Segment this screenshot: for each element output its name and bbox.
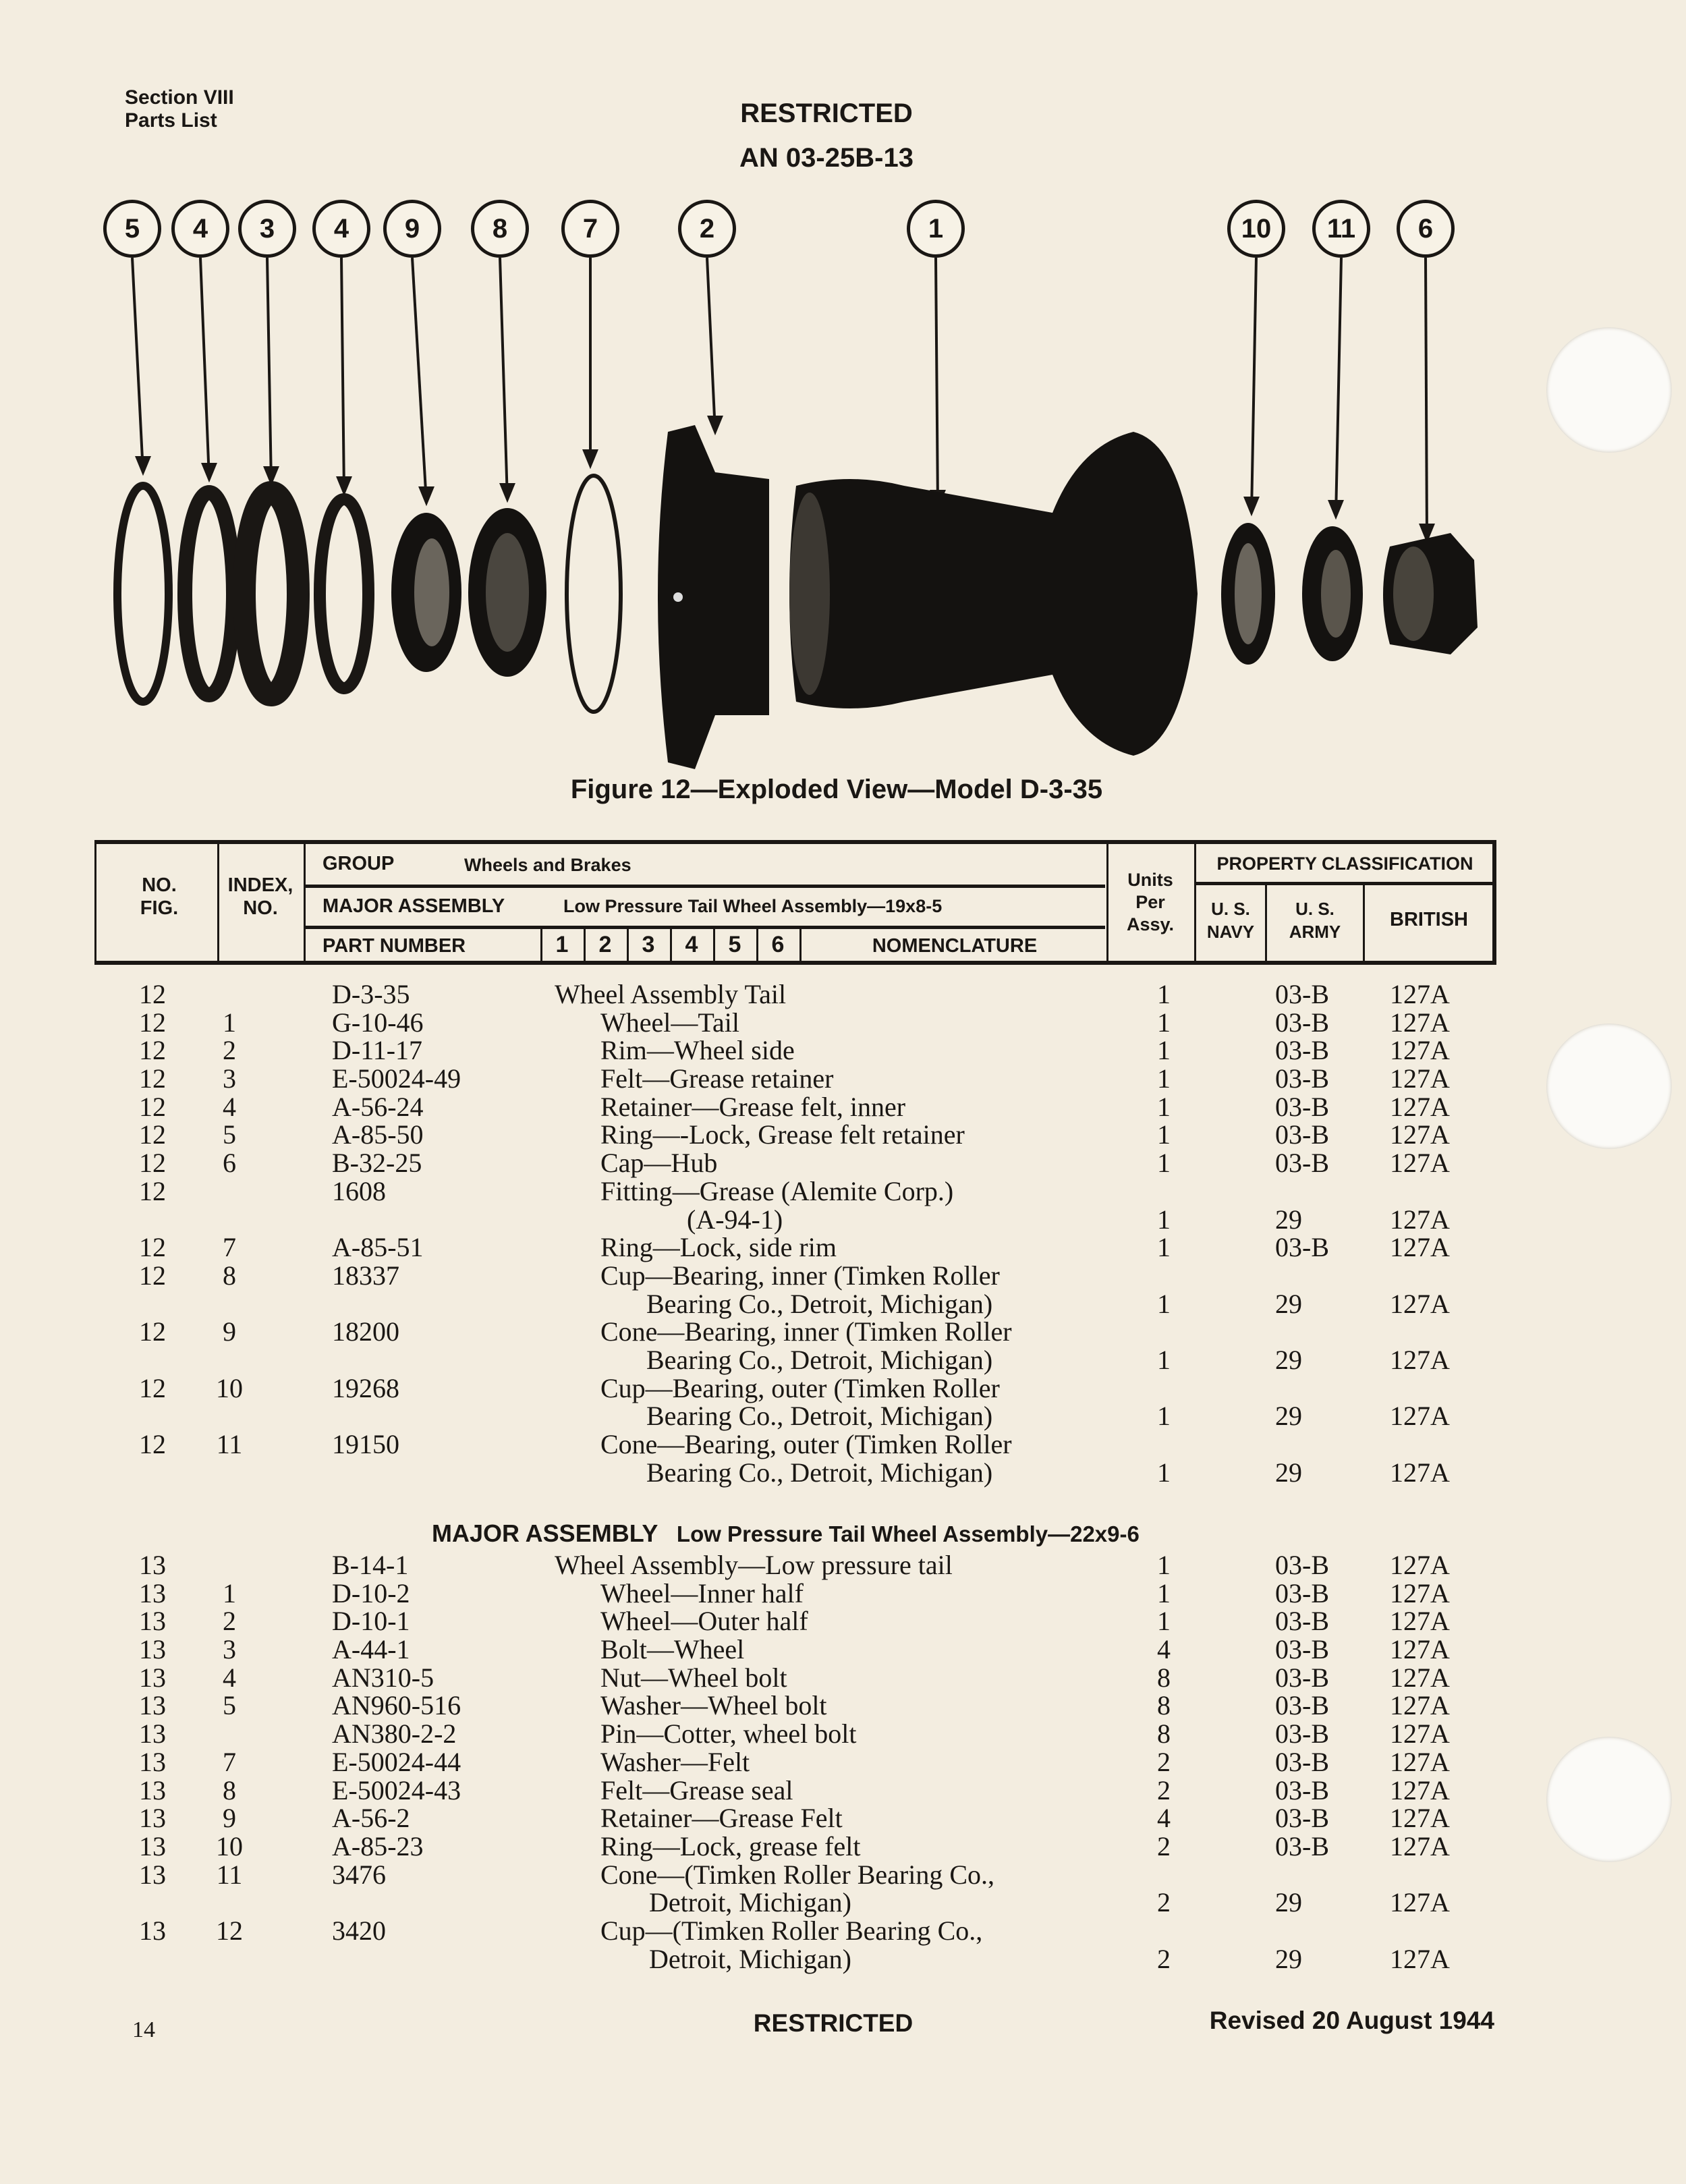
arrowhead xyxy=(265,468,277,482)
us-navy-class: 29 xyxy=(1275,1288,1302,1319)
parts-list-section-12 xyxy=(0,978,1686,1488)
british-class: 127A xyxy=(1390,1344,1450,1375)
callout-4: 4 xyxy=(171,200,229,258)
exploded-view-photo xyxy=(0,0,1686,776)
header-part-number: PART NUMBER xyxy=(322,935,466,957)
callout-10: 10 xyxy=(1227,200,1285,258)
british-class: 127A xyxy=(1390,1943,1450,1974)
table-row xyxy=(0,1915,1686,1974)
section2-heading-value: Low Pressure Tail Wheel Assembly—22x9-6 xyxy=(676,1521,1140,1546)
table-row xyxy=(0,1316,1686,1375)
units-per-assy: 2 xyxy=(1157,1746,1171,1777)
index-number: 11 xyxy=(216,1429,243,1459)
section2-heading-label: MAJOR ASSEMBLY xyxy=(432,1519,658,1547)
fig-number: 12 xyxy=(139,1372,166,1403)
table-row xyxy=(0,978,1686,1007)
arrowhead xyxy=(1245,498,1258,513)
fig-number: 13 xyxy=(139,1915,166,1946)
table-row xyxy=(0,1091,1686,1122)
part-number: A-44-1 xyxy=(332,1634,410,1665)
header-us-army: U. S. ARMY xyxy=(1289,899,1341,942)
callout-11: 11 xyxy=(1312,200,1370,258)
british-class: 127A xyxy=(1390,1007,1450,1038)
british-class: 127A xyxy=(1390,1232,1450,1263)
leader-line xyxy=(500,258,507,499)
index-number: 7 xyxy=(223,1746,236,1777)
callout-8: 8 xyxy=(471,200,529,258)
table-row xyxy=(0,1830,1686,1859)
us-navy-class: 29 xyxy=(1275,1401,1302,1432)
revision-date: Revised 20 August 1944 xyxy=(1209,2007,1494,2034)
british-class: 127A xyxy=(1390,1119,1450,1150)
arrowhead xyxy=(420,488,432,503)
section2-heading xyxy=(432,1519,1140,1548)
units-per-assy: 2 xyxy=(1157,1887,1171,1918)
felt-3 xyxy=(244,493,298,695)
arrowhead xyxy=(203,464,215,479)
british-class: 127A xyxy=(1390,1690,1450,1721)
units-per-assy: 1 xyxy=(1157,1606,1171,1637)
figure-caption: Figure 12—Exploded View—Model D-3-35 xyxy=(570,775,1103,804)
nomenclature: Wheel Assembly—Low pressure tail xyxy=(555,1550,953,1580)
us-navy-class: 03-B xyxy=(1275,1007,1329,1038)
british-class: 127A xyxy=(1390,979,1450,1009)
units-per-assy: 2 xyxy=(1157,1774,1171,1805)
british-class: 127A xyxy=(1390,1662,1450,1693)
units-per-assy: 4 xyxy=(1157,1803,1171,1834)
nomenclature: Washer—Felt xyxy=(600,1746,750,1777)
leader-line xyxy=(936,258,938,506)
us-navy-class: 03-B xyxy=(1275,1662,1329,1693)
nomenclature: Cup—Bearing, outer (Timken Roller xyxy=(600,1372,1000,1403)
units-per-assy: 1 xyxy=(1157,1288,1171,1319)
doc-number: AN 03-25B-13 xyxy=(739,143,914,173)
nomenclature: Bearing Co., Detroit, Michigan) xyxy=(646,1457,993,1488)
us-navy-class: 03-B xyxy=(1275,1148,1329,1179)
part-number: 18200 xyxy=(332,1316,399,1347)
lock-ring-5 xyxy=(117,486,169,702)
nomenclature: Cup—Bearing, inner (Timken Roller xyxy=(600,1260,1000,1291)
wheel-1 xyxy=(789,432,1198,756)
index-number: 5 xyxy=(223,1119,236,1150)
british-class: 127A xyxy=(1390,1035,1450,1066)
leader-line xyxy=(200,258,209,479)
subsection-title: Parts List xyxy=(125,109,217,132)
fig-number: 13 xyxy=(139,1606,166,1637)
table-row xyxy=(0,1633,1686,1665)
header-group-label: GROUP xyxy=(322,853,395,874)
nomenclature: Nut—Wheel bolt xyxy=(600,1662,787,1693)
us-navy-class: 03-B xyxy=(1275,1830,1329,1861)
table-row xyxy=(0,1549,1686,1580)
nomenclature: Rim—Wheel side xyxy=(600,1035,795,1066)
fig-number: 13 xyxy=(139,1662,166,1693)
header-major-label: MAJOR ASSEMBLY xyxy=(322,895,505,917)
units-per-assy: 1 xyxy=(1157,1148,1171,1179)
table-row xyxy=(0,1119,1686,1150)
table-row xyxy=(0,1034,1686,1066)
us-navy-class: 03-B xyxy=(1275,1606,1329,1637)
table-row xyxy=(0,1007,1686,1038)
us-navy-class: 03-B xyxy=(1275,1577,1329,1608)
us-navy-class: 29 xyxy=(1275,1457,1302,1488)
index-number: 10 xyxy=(216,1372,243,1403)
part-number: A-56-24 xyxy=(332,1091,424,1122)
units-per-assy: 1 xyxy=(1157,1119,1171,1150)
nomenclature: Cap—Hub xyxy=(600,1148,718,1179)
fig-number: 13 xyxy=(139,1803,166,1834)
index-number: 11 xyxy=(216,1859,243,1890)
part-number: AN380-2-2 xyxy=(332,1718,457,1749)
index-number: 8 xyxy=(223,1774,236,1805)
nomenclature: Ring—Lock, side rim xyxy=(600,1232,837,1263)
fig-number: 13 xyxy=(139,1859,166,1890)
units-per-assy: 2 xyxy=(1157,1943,1171,1974)
nomenclature: Wheel—Tail xyxy=(600,1007,739,1038)
units-per-assy: 1 xyxy=(1157,1232,1171,1263)
british-class: 127A xyxy=(1390,1746,1450,1777)
part-number: D-10-2 xyxy=(332,1577,410,1608)
nomenclature: (A-94-1) xyxy=(687,1204,783,1235)
callout-5: 5 xyxy=(103,200,161,258)
fig-number: 12 xyxy=(139,1148,166,1179)
lock-ring-7 xyxy=(567,476,621,712)
header-level-3: 3 xyxy=(642,932,655,957)
nomenclature: Washer—Wheel bolt xyxy=(600,1690,827,1721)
nomenclature: Wheel—Inner half xyxy=(600,1577,804,1608)
fig-number: 12 xyxy=(139,1260,166,1291)
index-number: 8 xyxy=(223,1260,236,1291)
part-number: E-50024-49 xyxy=(332,1063,461,1094)
nomenclature: Fitting—Grease (Alemite Corp.) xyxy=(600,1175,954,1206)
leader-line xyxy=(132,258,143,472)
british-class: 127A xyxy=(1390,1401,1450,1432)
us-navy-class: 03-B xyxy=(1275,1035,1329,1066)
british-class: 127A xyxy=(1390,1803,1450,1834)
table-row xyxy=(0,1859,1686,1918)
nomenclature: Cup—(Timken Roller Bearing Co., xyxy=(600,1915,983,1946)
us-navy-class: 03-B xyxy=(1275,1232,1329,1263)
callout-3: 3 xyxy=(238,200,296,258)
british-class: 127A xyxy=(1390,1457,1450,1488)
fig-number: 13 xyxy=(139,1774,166,1805)
part-number: D-3-35 xyxy=(332,979,410,1009)
british-class: 127A xyxy=(1390,1204,1450,1235)
table-row xyxy=(0,1662,1686,1693)
fig-number: 12 xyxy=(139,1429,166,1459)
table-row xyxy=(0,1577,1686,1606)
us-navy-class: 03-B xyxy=(1275,1774,1329,1805)
fig-number: 12 xyxy=(139,1035,166,1066)
units-per-assy: 1 xyxy=(1157,1035,1171,1066)
fig-number: 12 xyxy=(139,1316,166,1347)
header-level-6: 6 xyxy=(771,932,785,957)
leader-line xyxy=(267,258,271,482)
leader-line xyxy=(1252,258,1256,513)
us-navy-class: 03-B xyxy=(1275,1803,1329,1834)
nomenclature: Retainer—Grease felt, inner xyxy=(600,1091,906,1122)
part-number: E-50024-43 xyxy=(332,1774,461,1805)
table-row xyxy=(0,1802,1686,1834)
index-number: 9 xyxy=(223,1803,236,1834)
header-property-classification: PROPERTY CLASSIFICATION xyxy=(1216,853,1473,874)
nomenclature: Cone—Bearing, inner (Timken Roller xyxy=(600,1316,1012,1347)
callout-7: 7 xyxy=(561,200,619,258)
index-number: 5 xyxy=(223,1690,236,1721)
fig-number: 12 xyxy=(139,1007,166,1038)
callout-2: 2 xyxy=(678,200,736,258)
units-per-assy: 1 xyxy=(1157,1007,1171,1038)
fig-number: 12 xyxy=(139,979,166,1009)
index-number: 1 xyxy=(223,1007,236,1038)
us-navy-class: 29 xyxy=(1275,1943,1302,1974)
part-number: A-85-51 xyxy=(332,1232,424,1263)
arrowhead xyxy=(137,457,149,472)
units-per-assy: 8 xyxy=(1157,1690,1171,1721)
british-class: 127A xyxy=(1390,1830,1450,1861)
units-per-assy: 1 xyxy=(1157,979,1171,1009)
part-number: 19268 xyxy=(332,1372,399,1403)
fig-number: 13 xyxy=(139,1830,166,1861)
nomenclature: Cone—(Timken Roller Bearing Co., xyxy=(600,1859,995,1890)
section-title: Section VIII xyxy=(125,86,234,109)
classification-bottom: RESTRICTED xyxy=(753,2009,914,2037)
header-level-2: 2 xyxy=(598,932,612,957)
fig-number: 12 xyxy=(139,1091,166,1122)
index-number: 4 xyxy=(223,1662,236,1693)
arrowhead xyxy=(584,451,596,466)
leader-line xyxy=(1426,258,1427,540)
part-number: B-14-1 xyxy=(332,1550,409,1580)
us-navy-class: 03-B xyxy=(1275,1550,1329,1580)
nomenclature: Bearing Co., Detroit, Michigan) xyxy=(646,1401,993,1432)
index-number: 3 xyxy=(223,1634,236,1665)
leader-line xyxy=(412,258,426,503)
table-row xyxy=(0,1372,1686,1432)
nomenclature: Ring—Lock, grease felt xyxy=(600,1830,861,1861)
header-group-value: Wheels and Brakes xyxy=(464,855,631,875)
callout-9: 9 xyxy=(383,200,441,258)
leader-line xyxy=(341,258,344,493)
fig-number: 13 xyxy=(139,1577,166,1608)
nomenclature: Ring—-Lock, Grease felt retainer xyxy=(600,1119,965,1150)
units-per-assy: 1 xyxy=(1157,1091,1171,1122)
us-navy-class: 03-B xyxy=(1275,1119,1329,1150)
header-units: Units Per Assy. xyxy=(1126,870,1175,934)
header-us-navy: U. S. NAVY xyxy=(1206,899,1255,942)
part-number: 19150 xyxy=(332,1429,399,1459)
us-navy-class: 03-B xyxy=(1275,1690,1329,1721)
units-per-assy: 1 xyxy=(1157,1550,1171,1580)
us-navy-class: 29 xyxy=(1275,1887,1302,1918)
arrowhead xyxy=(501,484,513,499)
part-number: G-10-46 xyxy=(332,1007,424,1038)
header-british: BRITISH xyxy=(1390,909,1468,930)
part-number: B-32-25 xyxy=(332,1148,422,1179)
units-per-assy: 2 xyxy=(1157,1830,1171,1861)
units-per-assy: 1 xyxy=(1157,1204,1171,1235)
us-navy-class: 03-B xyxy=(1275,1746,1329,1777)
index-number: 7 xyxy=(223,1232,236,1263)
table-row xyxy=(0,1147,1686,1179)
nomenclature: Bearing Co., Detroit, Michigan) xyxy=(646,1288,993,1319)
british-class: 127A xyxy=(1390,1887,1450,1918)
page-number: 14 xyxy=(132,2017,155,2042)
header-nomenclature: NOMENCLATURE xyxy=(872,935,1038,957)
header-index-no: INDEX, NO. xyxy=(227,874,293,919)
retainer-4b xyxy=(320,499,368,688)
leader-line xyxy=(1336,258,1341,516)
nomenclature: Felt—Grease retainer xyxy=(600,1063,834,1094)
arrowhead xyxy=(338,478,350,493)
table-row xyxy=(0,1231,1686,1263)
table-row xyxy=(0,1718,1686,1749)
header-no-fig: NO. FIG. xyxy=(140,874,179,919)
callout-1: 1 xyxy=(907,200,965,258)
nomenclature: Retainer—Grease Felt xyxy=(600,1803,843,1834)
fig-number: 13 xyxy=(139,1550,166,1580)
table-row xyxy=(0,1746,1686,1777)
part-number: 1608 xyxy=(332,1175,386,1206)
fig-number: 12 xyxy=(139,1232,166,1263)
units-per-assy: 8 xyxy=(1157,1718,1171,1749)
parts-list-section-13 xyxy=(0,1549,1686,1974)
table-row xyxy=(0,1175,1686,1235)
header-major-value: Low Pressure Tail Wheel Assembly—19x8-5 xyxy=(563,896,943,916)
retainer-4 xyxy=(185,493,233,695)
british-class: 127A xyxy=(1390,1634,1450,1665)
british-class: 127A xyxy=(1390,1148,1450,1179)
index-number: 6 xyxy=(223,1148,236,1179)
fig-number: 13 xyxy=(139,1634,166,1665)
fig-number: 12 xyxy=(139,1063,166,1094)
header-level-5: 5 xyxy=(728,932,741,957)
callout-4: 4 xyxy=(312,200,370,258)
index-number: 4 xyxy=(223,1091,236,1122)
fig-number: 13 xyxy=(139,1746,166,1777)
header-level-1: 1 xyxy=(555,932,569,957)
part-number: A-85-50 xyxy=(332,1119,424,1150)
us-navy-class: 03-B xyxy=(1275,1634,1329,1665)
header-level-4: 4 xyxy=(685,932,698,957)
british-class: 127A xyxy=(1390,1063,1450,1094)
table-row xyxy=(0,1428,1686,1488)
us-navy-class: 03-B xyxy=(1275,1718,1329,1749)
nomenclature: Wheel—Outer half xyxy=(600,1606,808,1637)
part-number: D-11-17 xyxy=(332,1035,423,1066)
arrowhead xyxy=(1330,501,1342,516)
units-per-assy: 1 xyxy=(1157,1577,1171,1608)
leader-line xyxy=(707,258,715,432)
table-row xyxy=(0,1063,1686,1094)
units-per-assy: 8 xyxy=(1157,1662,1171,1693)
us-navy-class: 03-B xyxy=(1275,1091,1329,1122)
part-number: A-56-2 xyxy=(332,1803,410,1834)
nomenclature: Pin—Cotter, wheel bolt xyxy=(600,1718,857,1749)
nomenclature: Bolt—Wheel xyxy=(600,1634,745,1665)
index-number: 10 xyxy=(216,1830,243,1861)
units-per-assy: 1 xyxy=(1157,1401,1171,1432)
part-number: A-85-23 xyxy=(332,1830,424,1861)
fig-number: 12 xyxy=(139,1175,166,1206)
fig-number: 13 xyxy=(139,1690,166,1721)
index-number: 2 xyxy=(223,1035,236,1066)
british-class: 127A xyxy=(1390,1718,1450,1749)
callout-6: 6 xyxy=(1397,200,1455,258)
part-number: E-50024-44 xyxy=(332,1746,461,1777)
british-class: 127A xyxy=(1390,1550,1450,1580)
index-number: 9 xyxy=(223,1316,236,1347)
index-number: 12 xyxy=(216,1915,243,1946)
nomenclature: Bearing Co., Detroit, Michigan) xyxy=(646,1344,993,1375)
us-navy-class: 29 xyxy=(1275,1344,1302,1375)
us-navy-class: 29 xyxy=(1275,1204,1302,1235)
units-per-assy: 1 xyxy=(1157,1063,1171,1094)
nomenclature: Felt—Grease seal xyxy=(600,1774,793,1805)
part-number: AN960-516 xyxy=(332,1690,461,1721)
arrowhead xyxy=(709,417,721,432)
index-number: 2 xyxy=(223,1606,236,1637)
nomenclature: Cone—Bearing, outer (Timken Roller xyxy=(600,1429,1012,1459)
units-per-assy: 1 xyxy=(1157,1344,1171,1375)
nomenclature: Wheel Assembly Tail xyxy=(555,979,787,1009)
part-number: 18337 xyxy=(332,1260,399,1291)
part-number: D-10-1 xyxy=(332,1606,410,1637)
units-per-assy: 1 xyxy=(1157,1457,1171,1488)
fig-number: 13 xyxy=(139,1718,166,1749)
units-per-assy: 4 xyxy=(1157,1634,1171,1665)
british-class: 127A xyxy=(1390,1577,1450,1608)
part-number: AN310-5 xyxy=(332,1662,434,1693)
british-class: 127A xyxy=(1390,1288,1450,1319)
table-row xyxy=(0,1689,1686,1721)
fig-number: 12 xyxy=(139,1119,166,1150)
index-number: 1 xyxy=(223,1577,236,1608)
table-row xyxy=(0,1260,1686,1319)
part-number: 3420 xyxy=(332,1915,386,1946)
british-class: 127A xyxy=(1390,1774,1450,1805)
index-number: 3 xyxy=(223,1063,236,1094)
british-class: 127A xyxy=(1390,1606,1450,1637)
table-row xyxy=(0,1605,1686,1637)
nomenclature: Detroit, Michigan) xyxy=(649,1943,851,1974)
nomenclature: Detroit, Michigan) xyxy=(649,1887,851,1918)
table-row xyxy=(0,1774,1686,1803)
us-navy-class: 03-B xyxy=(1275,979,1329,1009)
classification-top: RESTRICTED xyxy=(740,99,913,128)
british-class: 127A xyxy=(1390,1091,1450,1122)
part-number: 3476 xyxy=(332,1859,386,1890)
us-navy-class: 03-B xyxy=(1275,1063,1329,1094)
